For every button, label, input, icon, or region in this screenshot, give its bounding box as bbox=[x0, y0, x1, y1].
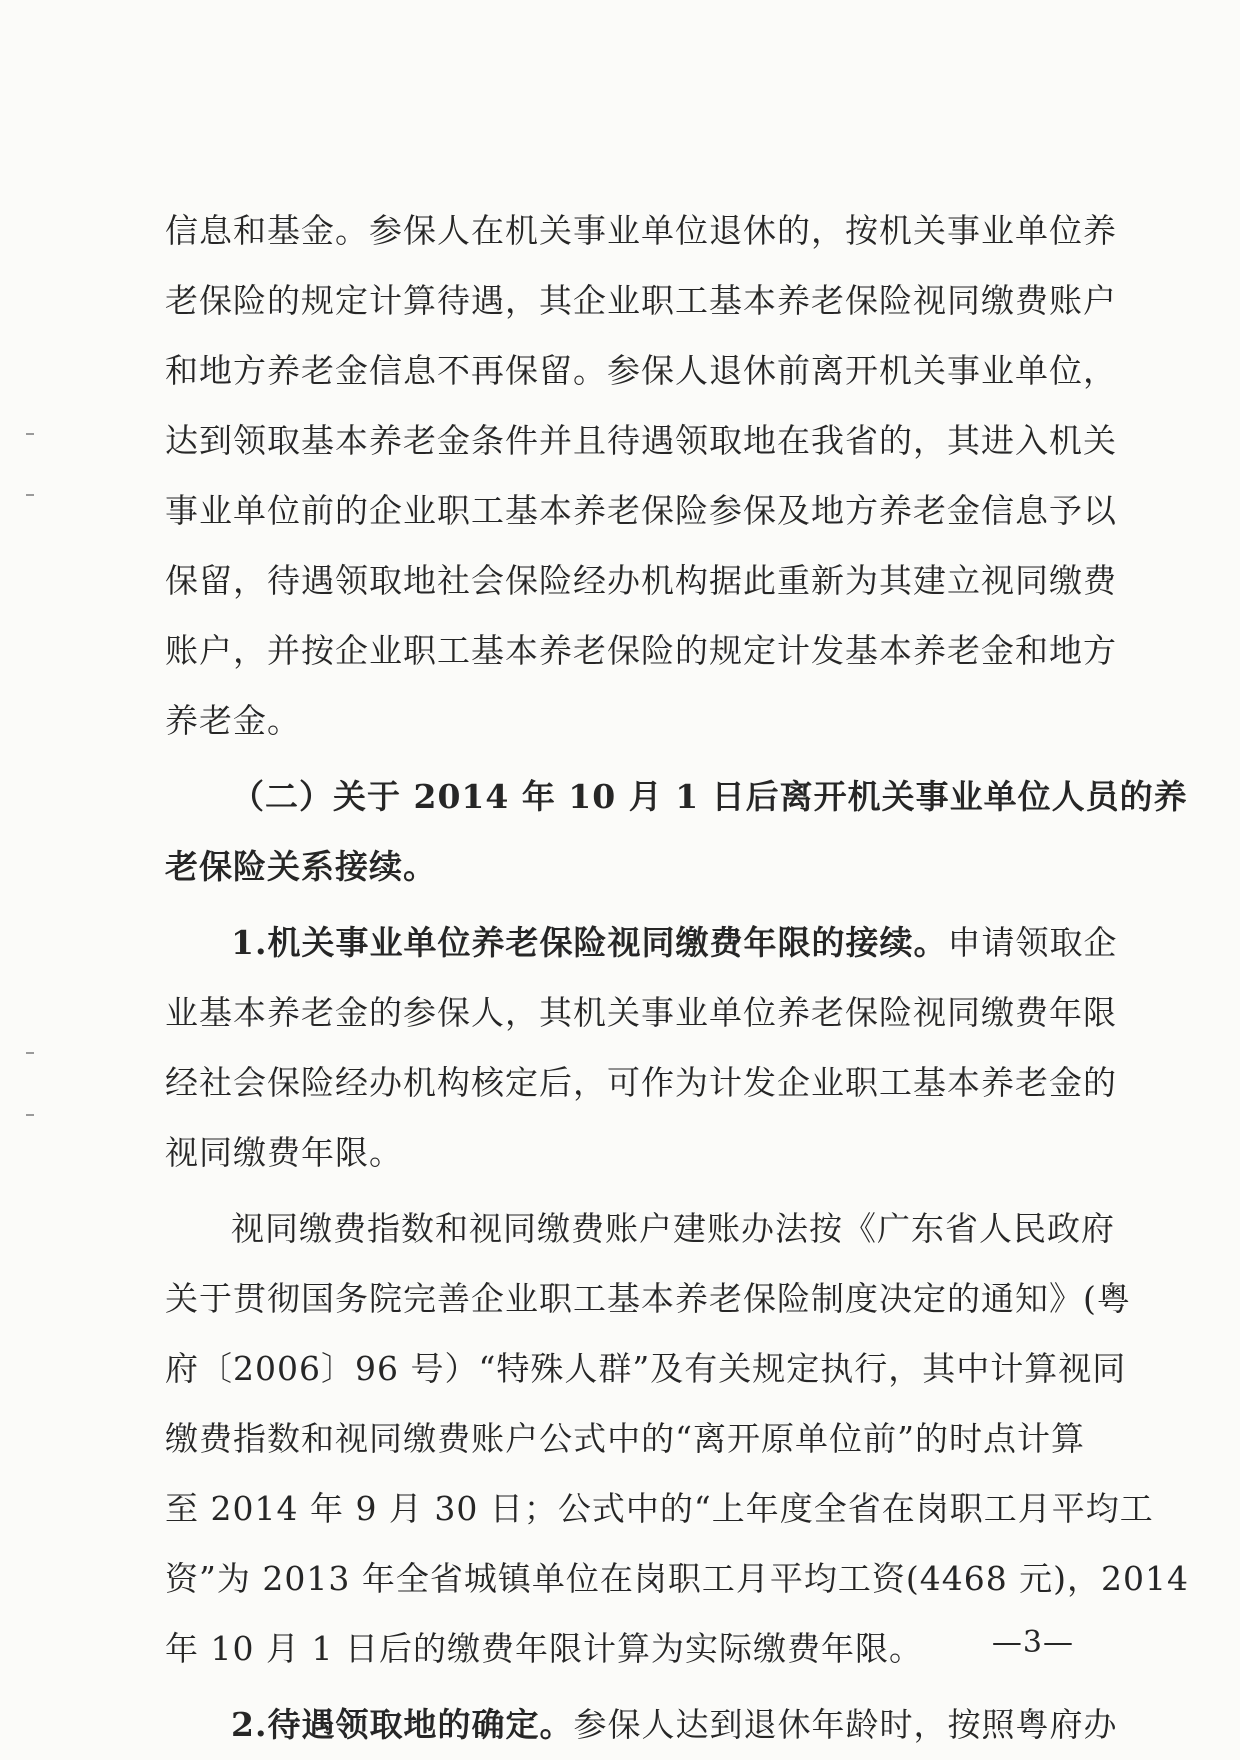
margin-scan-mark bbox=[26, 1114, 34, 1116]
item-1-text: 申请领取企 bbox=[947, 923, 1118, 962]
text-line: 事业单位前的企业职工基本养老保险参保及地方养老金信息予以 bbox=[165, 491, 1117, 530]
text-line: 视同缴费指数和视同缴费账户建账办法按《广东省人民政府 bbox=[231, 1209, 1115, 1248]
text-line: 关于贯彻国务院完善企业职工基本养老保险制度决定的通知》(粤 bbox=[165, 1279, 1131, 1318]
text-line: 达到领取基本养老金条件并且待遇领取地在我省的，其进入机关 bbox=[165, 421, 1117, 460]
paragraph-contribution-index bbox=[165, 1194, 1190, 1684]
page-number: —3— bbox=[991, 1625, 1074, 1660]
text-line bbox=[165, 908, 1118, 978]
margin-scan-mark bbox=[26, 494, 34, 496]
text-line: 养老金。 bbox=[165, 701, 301, 740]
text-line: 信息和基金。参保人在机关事业单位退休的，按机关事业单位养 bbox=[165, 211, 1117, 250]
text-line: 至 2014 年 9 月 30 日；公式中的“上年度全省在岗职工月平均工 bbox=[165, 1489, 1154, 1528]
text-line: 缴费指数和视同缴费账户公式中的“离开原单位前”的时点计算 bbox=[165, 1419, 1085, 1458]
text-line: 和地方养老金信息不再保留。参保人退休前离开机关事业单位， bbox=[165, 351, 1117, 390]
item-2-text: 参保人达到退休年龄时，按照粤府办 bbox=[573, 1705, 1118, 1744]
text-line bbox=[165, 1690, 1118, 1760]
text-line: 账户，并按企业职工基本养老保险的规定计发基本养老金和地方 bbox=[165, 631, 1117, 670]
text-line: 视同缴费年限。 bbox=[165, 1133, 403, 1172]
text-line: 经社会保险经办机构核定后，可作为计发企业职工基本养老金的 bbox=[165, 1063, 1117, 1102]
item-1-paragraph bbox=[165, 908, 1118, 1188]
item-2-title: 2.待遇领取地的确定。 bbox=[231, 1705, 574, 1744]
heading-line: （二）关于 2014 年 10 月 1 日后离开机关事业单位人员的养 bbox=[231, 777, 1188, 816]
text-line: 老保险的规定计算待遇，其企业职工基本养老保险视同缴费账户 bbox=[165, 281, 1117, 320]
paragraph-pension-records bbox=[165, 196, 1117, 756]
text-line: 年 10 月 1 日后的缴费年限计算为实际缴费年限。 bbox=[165, 1629, 923, 1668]
text-line: 业基本养老金的参保人，其机关事业单位养老保险视同缴费年限 bbox=[165, 993, 1117, 1032]
heading-line: 老保险关系接续。 bbox=[165, 847, 437, 886]
item-1-title: 1.机关事业单位养老保险视同缴费年限的接续。 bbox=[231, 923, 948, 962]
text-line: 资”为 2013 年全省城镇单位在岗职工月平均工资(4468 元)，2014 bbox=[165, 1559, 1190, 1598]
document-body bbox=[165, 196, 1190, 1760]
section-2-heading bbox=[165, 762, 1188, 902]
margin-scan-mark bbox=[26, 1052, 34, 1054]
item-2-paragraph bbox=[165, 1690, 1118, 1760]
text-line: 保留，待遇领取地社会保险经办机构据此重新为其建立视同缴费 bbox=[165, 561, 1117, 600]
margin-scan-mark bbox=[26, 433, 34, 435]
text-line: 府〔2006〕96 号）“特殊人群”及有关规定执行，其中计算视同 bbox=[165, 1349, 1127, 1388]
